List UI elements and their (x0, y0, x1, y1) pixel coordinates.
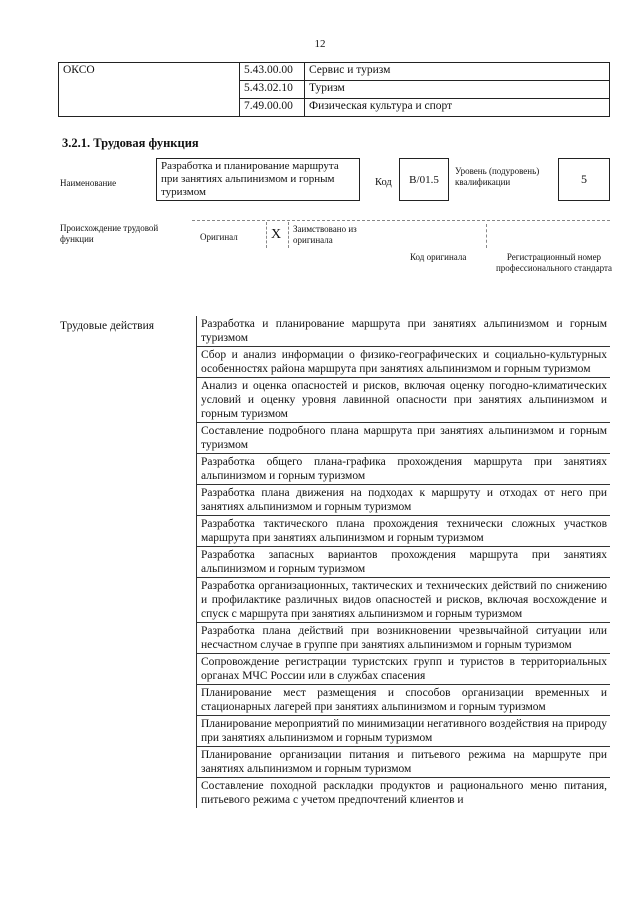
list-item: Разработка тактического плана прохождения технически сложных участков маршрута при занятиях альпинизмом и горным туризмом (196, 516, 610, 547)
origin-label: Происхождение трудовой функции (60, 223, 159, 244)
okso-name: Сервис и туризм (305, 63, 610, 81)
name-label: Наименование (60, 178, 117, 188)
original-mark: X (271, 227, 282, 242)
okso-label: ОКСО (59, 63, 240, 117)
list-item: Планирование мероприятий по минимизации негативного воздействия на природу при занятиях альпинизмом и горным туризмом (196, 716, 610, 747)
list-item: Сопровождение регистрации туристских групп и туристов в территориальных органах МЧС России или в службах спасения (196, 654, 610, 685)
list-item: Разработка запасных вариантов прохождения маршрута при занятиях альпинизмом и горным туризмом (196, 547, 610, 578)
list-item: Составление подробного плана маршрута при занятиях альпинизмом и горным туризмом (196, 423, 610, 454)
okso-code: 5.43.00.00 (240, 63, 305, 81)
list-item: Сбор и анализ информации о физико-географических и социально-культурных особенностях района маршрута при занятиях альпинизмом и горным туризмом (196, 347, 610, 378)
original-label: Оригинал (200, 232, 238, 242)
list-item: Разработка плана действий при возникновении чрезвычайной ситуации или несчастном случае в группе при занятиях альпинизмом и горным туризмом (196, 623, 610, 654)
divider (288, 222, 289, 248)
borrowed-label: Заимствовано из оригинала (293, 224, 357, 245)
list-item: Разработка общего плана-графика прохождения маршрута при занятиях альпинизмом и горным туризмом (196, 454, 610, 485)
list-item: Разработка плана движения на подходах к маршруту и отходах от него при занятиях альпинизмом и горным туризмом (196, 485, 610, 516)
function-code-value: B/01.5 (399, 158, 449, 201)
okso-code: 7.49.00.00 (240, 99, 305, 117)
list-item: Планирование организации питания и питьевого режима на маршруте при занятиях альпинизмом и горным туризмом (196, 747, 610, 778)
page-number: 12 (314, 38, 326, 50)
reg-number-label: Регистрационный номер профессионального стандарта (495, 252, 613, 273)
actions-label: Трудовые действия (60, 320, 155, 332)
list-item: Составление походной раскладки продуктов и рационального меню питания, питьевого режима с учетом предпочтений клиентов и (196, 778, 610, 808)
list-item: Разработка и планирование маршрута при занятиях альпинизмом и горным туризмом (196, 316, 610, 347)
okso-table (58, 62, 610, 117)
level-label: Уровень (подуровень) квалификации (455, 166, 540, 187)
divider (266, 222, 267, 248)
section-title: 3.2.1. Трудовая функция (62, 136, 199, 150)
list-item: Разработка организационных, тактических и технических действий по снижению и профилактике различных видов опасностей и рисков, включая восхождение и спуск с маршрута при занятиях альпинизмом и горным туризмом (196, 578, 610, 623)
table-row (59, 63, 610, 81)
level-value: 5 (558, 158, 610, 201)
code-label: Код (375, 177, 392, 188)
code-original-label: Код оригинала (410, 252, 467, 262)
okso-name: Физическая культура и спорт (305, 99, 610, 117)
okso-code: 5.43.02.10 (240, 81, 305, 99)
list-item: Анализ и оценка опасностей и рисков, включая оценку погодно-климатических условий и оценку уровня лавинной опасности при занятиях альпинизмом и горным туризмом (196, 378, 610, 423)
actions-list (196, 316, 610, 808)
origin-row (192, 220, 610, 251)
list-item: Планирование мест размещения и способов организации временных и стационарных лагерей при занятиях альпинизмом и горным туризмом (196, 685, 610, 716)
okso-name: Туризм (305, 81, 610, 99)
function-name-value: Разработка и планирование маршрута при занятиях альпинизмом и горным туризмом (156, 158, 360, 201)
divider (486, 224, 487, 248)
